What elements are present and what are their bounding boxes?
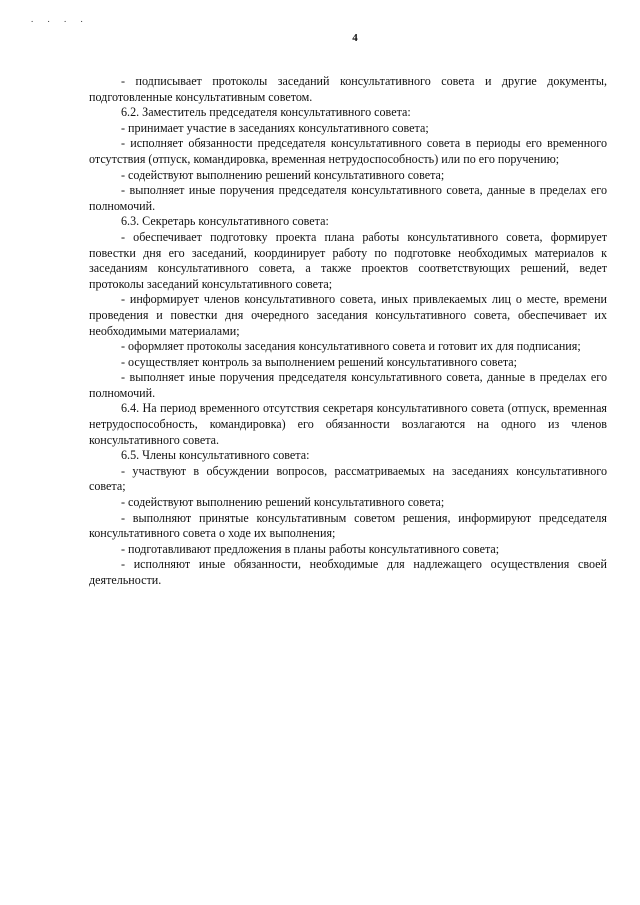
section-heading-6-3: 6.3. Секретарь консультативного совета:: [121, 214, 329, 229]
section-heading-6-5: 6.5. Члены консультативного совета:: [121, 448, 310, 463]
page-number: 4: [352, 32, 358, 44]
paragraph: - принимает участие в заседаниях консультативного совета;: [121, 120, 429, 135]
scan-artifact-dots: . . . .: [31, 14, 89, 24]
document-body: [89, 74, 607, 589]
paragraph: - выполняет иные поручения председателя консультативного совета, данные в пределах его полномочий.: [89, 370, 607, 400]
paragraph: - информирует членов консультативного совета, иных привлекаемых лиц о месте, времени проведения и повестки дня очередного заседания консультативного совета, обеспечивает их необходимыми материалами;: [89, 292, 607, 338]
section-heading-6-2: 6.2. Заместитель председателя консультативного совета:: [121, 105, 411, 120]
paragraph: - исполняют иные обязанности, необходимые для надлежащего осуществления своей деятельности.: [89, 557, 607, 587]
paragraph: - выполняют принятые консультативным советом решения, информируют председателя консультативного совета о ходе их выполнения;: [89, 510, 607, 541]
paragraph: - подготавливают предложения в планы работы консультативного совета;: [121, 541, 500, 556]
paragraph: - исполняет обязанности председателя консультативного совета в периоды его временного отсутствия (отпуск, командировка, временная нетрудоспособность) или по его поручению;: [89, 136, 607, 166]
paragraph: - содействуют выполнению решений консультативного совета;: [121, 167, 445, 182]
paragraph: - выполняет иные поручения председателя консультативного совета, данные в пределах его полномочий.: [89, 183, 607, 213]
section-6-4: 6.4. На период временного отсутствия секретаря консультативного совета (отпуск, временная нетрудоспособность, командировка) его обязанности возлагаются на одного из членов консультативного совета.: [89, 401, 607, 447]
paragraph: - осуществляет контроль за выполнением решений консультативного совета;: [121, 354, 517, 369]
paragraph: - участвуют в обсуждении вопросов, рассматриваемых на заседаниях консультативного совета;: [89, 463, 607, 494]
paragraph: - обеспечивает подготовку проекта плана работы консультативного совета, формирует повестки дня его заседаний, координирует работу по подготовке необходимых материалов к заседаниям консультативного совета, а также проектов соответствующих решений, ведет протоколы заседаний консультативного совета;: [89, 229, 607, 291]
paragraph: - оформляет протоколы заседания консультативного совета и готовит их для подписания;: [121, 339, 581, 354]
paragraph: - подписывает протоколы заседаний консультативного совета и другие документы, подготовленные консультативным советом.: [89, 74, 607, 104]
paragraph: - содействуют выполнению решений консультативного совета;: [121, 495, 445, 510]
